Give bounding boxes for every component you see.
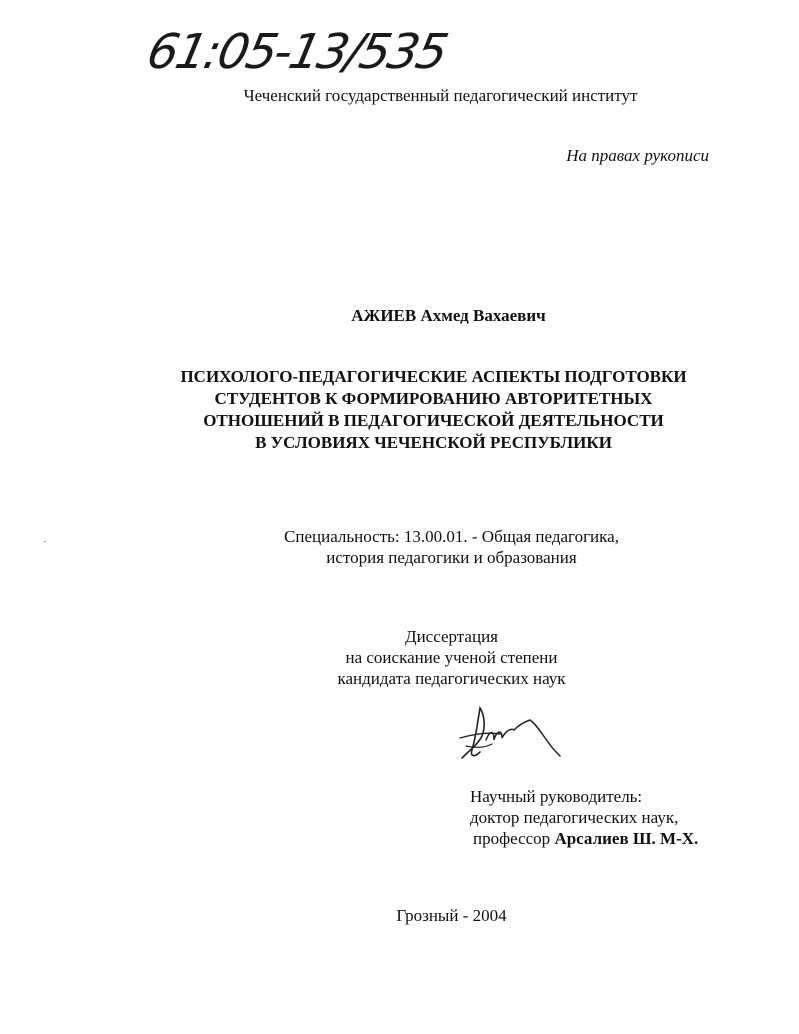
supervisor-degree: доктор педагогических наук, (470, 808, 679, 827)
title-line: В УСЛОВИЯХ ЧЕЧЕНСКОЙ РЕСПУБЛИКИ (255, 433, 612, 452)
dissertation-title (0, 366, 799, 454)
title-line: СТУДЕНТОВ К ФОРМИРОВАНИЮ АВТОРИТЕТНЫХ (214, 389, 653, 408)
supervisor-block (470, 786, 698, 849)
dissertation-type-line: на соискание ученой степени (345, 648, 558, 667)
place-and-year: Грозный - 2004 (396, 906, 507, 925)
supervisor-name: Арсалиев Ш. М-Х. (554, 829, 699, 848)
dissertation-type-block (0, 626, 799, 689)
handwritten-catalog-number (142, 6, 480, 86)
specialty-line: история педагогики и образования (326, 548, 577, 567)
author-name: АЖИЕВ Ахмед Вахаевич (351, 306, 546, 325)
title-line: ПСИХОЛОГО-ПЕДАГОГИЧЕСКИЕ АСПЕКТЫ ПОДГОТОВКИ (180, 367, 687, 386)
supervisor-position-line (470, 828, 698, 849)
supervisor-position: профессор (473, 829, 551, 848)
rights-notice: На правах рукописи (566, 146, 709, 165)
title-line: ОТНОШЕНИЙ В ПЕДАГОГИЧЕСКОЙ ДЕЯТЕЛЬНОСТИ (203, 411, 664, 430)
signature-icon (456, 700, 566, 766)
catalog-number-text: 61:05-13/535 (142, 24, 455, 80)
dissertation-type-line: кандидата педагогических наук (337, 669, 566, 688)
specialty-block (0, 526, 799, 568)
supervisor-label: Научный руководитель: (470, 787, 643, 806)
specialty-line: Специальность: 13.00.01. - Общая педагогика, (284, 527, 619, 546)
institution-name: Чеченский государственный педагогический институт (243, 86, 638, 105)
dissertation-type-line: Диссертация (404, 627, 498, 646)
